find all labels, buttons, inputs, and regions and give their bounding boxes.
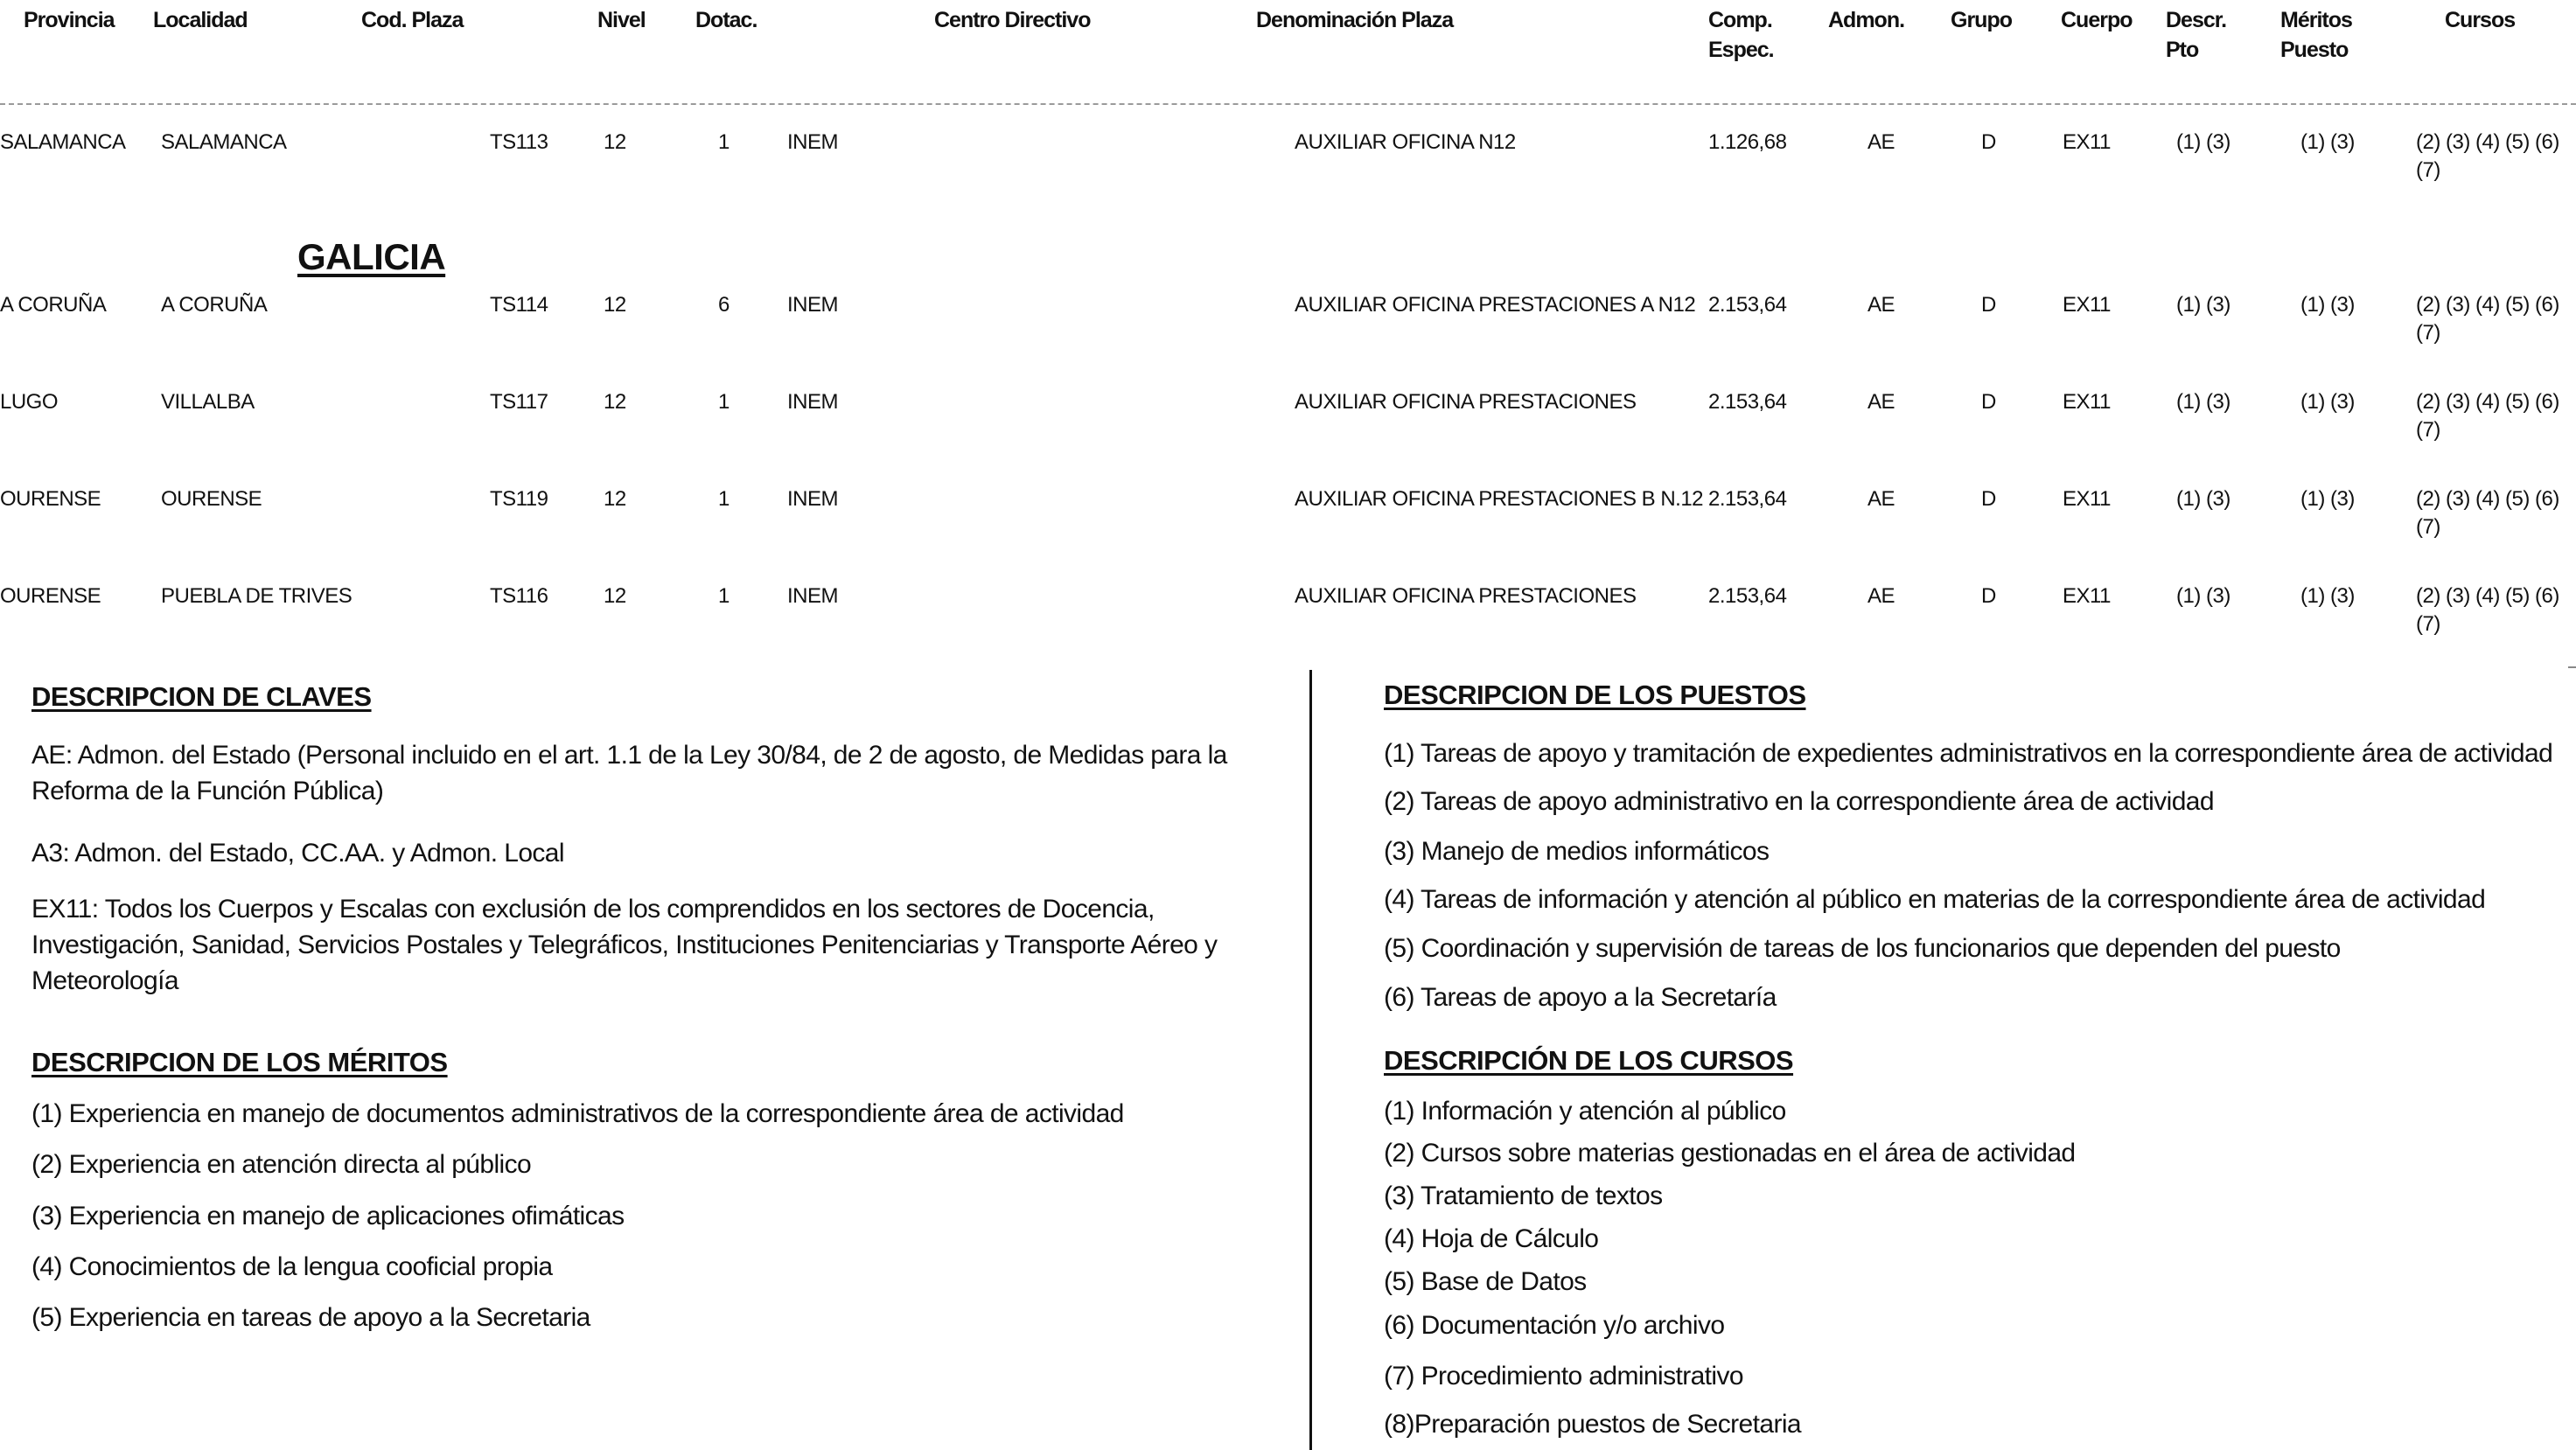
row2-cursos: (2) (3) (4) (5) (6) (7) [2416, 293, 2559, 345]
row1-nivel: 12 [604, 130, 626, 154]
row3-nivel: 12 [604, 390, 626, 414]
header-denominacion-plaza: Denominación Plaza [1256, 8, 1454, 32]
row4-grupo: D [1981, 487, 1996, 511]
row5-dotac: 1 [718, 584, 730, 608]
merito-4: (4) Conocimientos de la lengua cooficial propia [31, 1252, 553, 1281]
header-cod-plaza: Cod. Plaza [361, 8, 464, 32]
puesto-3: (3) Manejo de medios informáticos [1384, 837, 1770, 866]
row5-provincia: OURENSE [0, 584, 101, 608]
curso-3: (3) Tratamiento de textos [1384, 1182, 1663, 1210]
row3-cuerpo: EX11 [2063, 390, 2111, 414]
curso-5: (5) Base de Datos [1384, 1267, 1587, 1296]
puesto-5: (5) Coordinación y supervisión de tareas de los funcionarios que dependen del puesto [1384, 934, 2341, 963]
header-meritos-puesto: Méritos Puesto [2280, 8, 2352, 62]
row3-admon: AE [1867, 390, 1895, 414]
row2-comp: 2.153,64 [1708, 293, 1787, 317]
row4-dotac: 1 [718, 487, 730, 511]
row5-cursos: (2) (3) (4) (5) (6) (7) [2416, 584, 2559, 636]
row5-comp: 2.153,64 [1708, 584, 1787, 608]
clave-a3: A3: Admon. del Estado, CC.AA. y Admon. Local [31, 839, 564, 868]
merito-1: (1) Experiencia en manejo de documentos administrativos de la correspondiente área de actividad [31, 1099, 1124, 1128]
row4-cod-plaza: TS119 [490, 487, 548, 511]
row2-dotac: 6 [718, 293, 730, 317]
header-localidad: Localidad [153, 8, 248, 32]
row2-denominacion: AUXILIAR OFICINA PRESTACIONES A N12 [1295, 293, 1696, 317]
puesto-1: (1) Tareas de apoyo y tramitación de expedientes administrativos en la correspondiente área de actividad [1384, 739, 2553, 768]
curso-6: (6) Documentación y/o archivo [1384, 1311, 1725, 1340]
row3-provincia: LUGO [0, 390, 59, 414]
header-admon: Admon. [1828, 8, 1905, 32]
row4-denominacion: AUXILIAR OFICINA PRESTACIONES B N.12 [1295, 487, 1704, 511]
row2-localidad: A CORUÑA [161, 293, 268, 317]
row5-nivel: 12 [604, 584, 626, 608]
row5-admon: AE [1867, 584, 1895, 608]
row3-localidad: VILLALBA [161, 390, 255, 414]
row4-cuerpo: EX11 [2063, 487, 2111, 511]
curso-2: (2) Cursos sobre materias gestionadas en el área de actividad [1384, 1139, 2076, 1168]
curso-4: (4) Hoja de Cálculo [1384, 1224, 1599, 1253]
header-nivel: Nivel [597, 8, 646, 32]
merito-3: (3) Experiencia en manejo de aplicaciones ofimáticas [31, 1202, 625, 1230]
row5-grupo: D [1981, 584, 1996, 608]
row1-grupo: D [1981, 130, 1996, 154]
header-cuerpo: Cuerpo [2061, 8, 2133, 32]
header-cursos: Cursos [2445, 8, 2516, 32]
row5-meritos: (1) (3) [2300, 584, 2355, 608]
header-comp-espec: Comp. Espec. [1708, 8, 1774, 62]
column-divider [1309, 670, 1312, 1450]
curso-1: (1) Información y atención al público [1384, 1097, 1786, 1126]
clave-ex11: EX11: Todos los Cuerpos y Escalas con exclusión de los comprendidos en los sectores de Docencia, Investigación, Sanidad, Servicios Postales y Telegráficos, Instituciones Penitenciarias y Transporte Aéreo y Meteorología [31, 895, 1218, 995]
row4-admon: AE [1867, 487, 1895, 511]
row3-denominacion: AUXILIAR OFICINA PRESTACIONES [1295, 390, 1637, 414]
row5-cod-plaza: TS116 [490, 584, 548, 608]
row1-comp: 1.126,68 [1708, 130, 1787, 154]
row4-descr: (1) (3) [2176, 487, 2230, 511]
margin-mark [2568, 666, 2576, 668]
row1-cuerpo: EX11 [2063, 130, 2111, 154]
row4-provincia: OURENSE [0, 487, 101, 511]
header-dotac: Dotac. [695, 8, 757, 32]
curso-7: (7) Procedimiento administrativo [1384, 1362, 1743, 1391]
header-centro-directivo: Centro Directivo [934, 8, 1091, 32]
merito-2: (2) Experiencia en atención directa al público [31, 1150, 532, 1179]
row5-descr: (1) (3) [2176, 584, 2230, 608]
merito-5: (5) Experiencia en tareas de apoyo a la Secretaria [31, 1303, 590, 1332]
curso-8: (8)Preparación puestos de Secretaria [1384, 1410, 1802, 1439]
row2-cod-plaza: TS114 [490, 293, 548, 317]
row4-comp: 2.153,64 [1708, 487, 1787, 511]
meritos-title: DESCRIPCION DE LOS MÉRITOS [31, 1047, 448, 1077]
row5-cuerpo: EX11 [2063, 584, 2111, 608]
puesto-2: (2) Tareas de apoyo administrativo en la correspondiente área de actividad [1384, 787, 2214, 816]
row3-meritos: (1) (3) [2300, 390, 2355, 414]
row3-cod-plaza: TS117 [490, 390, 548, 414]
row1-cod-plaza: TS113 [490, 130, 548, 154]
row2-grupo: D [1981, 293, 1996, 317]
row5-centro: INEM [787, 584, 838, 608]
header-divider [0, 103, 2576, 105]
row1-centro: INEM [787, 130, 838, 154]
row2-descr: (1) (3) [2176, 293, 2230, 317]
row1-meritos: (1) (3) [2300, 130, 2355, 154]
row3-grupo: D [1981, 390, 1996, 414]
row1-descr: (1) (3) [2176, 130, 2230, 154]
cursos-title: DESCRIPCIÓN DE LOS CURSOS [1384, 1045, 1794, 1076]
region-heading: GALICIA [297, 236, 446, 277]
header-grupo: Grupo [1951, 8, 2012, 32]
row2-nivel: 12 [604, 293, 626, 317]
row3-comp: 2.153,64 [1708, 390, 1787, 414]
row1-admon: AE [1867, 130, 1895, 154]
row3-dotac: 1 [718, 390, 730, 414]
row3-centro: INEM [787, 390, 838, 414]
row3-descr: (1) (3) [2176, 390, 2230, 414]
header-provincia: Provincia [24, 8, 115, 32]
claves-title: DESCRIPCION DE CLAVES [31, 681, 372, 712]
puesto-4: (4) Tareas de información y atención al público en materias de la correspondiente área de actividad [1384, 885, 2486, 914]
row4-meritos: (1) (3) [2300, 487, 2355, 511]
row2-provincia: A CORUÑA [0, 293, 107, 317]
row2-centro: INEM [787, 293, 838, 317]
row4-nivel: 12 [604, 487, 626, 511]
puesto-6: (6) Tareas de apoyo a la Secretaría [1384, 983, 1777, 1012]
clave-ae: AE: Admon. del Estado (Personal incluido en el art. 1.1 de la Ley 30/84, de 2 de agosto, de Medidas para la Reforma de la Función Pública) [31, 741, 1227, 805]
row4-localidad: OURENSE [161, 487, 262, 511]
header-descr-pto: Descr. Pto [2166, 8, 2227, 62]
puestos-title: DESCRIPCION DE LOS PUESTOS [1384, 680, 1806, 710]
row5-localidad: PUEBLA DE TRIVES [161, 584, 353, 608]
row1-denominacion: AUXILIAR OFICINA N12 [1295, 130, 1516, 154]
row1-provincia: SALAMANCA [0, 130, 126, 154]
row5-denominacion: AUXILIAR OFICINA PRESTACIONES [1295, 584, 1637, 608]
row2-cuerpo: EX11 [2063, 293, 2111, 317]
row4-centro: INEM [787, 487, 838, 511]
row1-localidad: SALAMANCA [161, 130, 287, 154]
row2-admon: AE [1867, 293, 1895, 317]
row2-meritos: (1) (3) [2300, 293, 2355, 317]
row1-dotac: 1 [718, 130, 730, 154]
row3-cursos: (2) (3) (4) (5) (6) (7) [2416, 390, 2559, 442]
row1-cursos: (2) (3) (4) (5) (6) (7) [2416, 130, 2559, 182]
row4-cursos: (2) (3) (4) (5) (6) (7) [2416, 487, 2559, 539]
